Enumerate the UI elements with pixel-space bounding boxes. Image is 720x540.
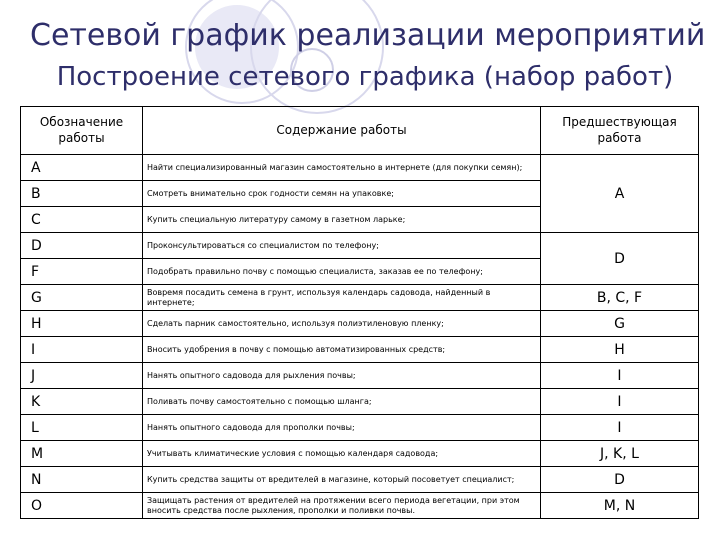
work-code: K (21, 389, 143, 415)
work-code: M (21, 441, 143, 467)
table-row (21, 337, 699, 363)
header-predecessor: Предшествующая работа (541, 107, 699, 155)
work-content: Поливать почву самостоятельно с помощью шланга; (143, 389, 541, 415)
work-code: H (21, 311, 143, 337)
predecessor-cell: H (541, 337, 699, 363)
work-content: Вовремя посадить семена в грунт, используя календарь садовода, найденный в интернете; (143, 285, 541, 311)
work-code: G (21, 285, 143, 311)
work-code: C (21, 207, 143, 233)
table-row (21, 285, 699, 311)
table-row (21, 467, 699, 493)
table-row (21, 155, 699, 181)
predecessor-cell: A (541, 155, 699, 233)
page-title: Сетевой график реализации мероприятий (30, 18, 706, 53)
predecessor-cell: M, N (541, 493, 699, 519)
work-content: Смотреть внимательно срок годности семян на упаковке; (143, 181, 541, 207)
work-code: L (21, 415, 143, 441)
work-content: Нанять опытного садовода для рыхления почвы; (143, 363, 541, 389)
table-row (21, 311, 699, 337)
header-content: Содержание работы (143, 107, 541, 155)
table-row (21, 363, 699, 389)
table-row (21, 233, 699, 259)
table-row (21, 415, 699, 441)
work-content: Подобрать правильно почву с помощью специалиста, заказав ее по телефону; (143, 259, 541, 285)
work-content: Сделать парник самостоятельно, используя полиэтиленовую пленку; (143, 311, 541, 337)
table-header-row (21, 107, 699, 155)
predecessor-cell: B, C, F (541, 285, 699, 311)
header-code: Обозначение работы (21, 107, 143, 155)
work-code: F (21, 259, 143, 285)
table-row (21, 493, 699, 519)
predecessor-cell: D (541, 467, 699, 493)
page-subtitle: Построение сетевого графика (набор работ) (56, 62, 674, 92)
work-content: Найти специализированный магазин самостоятельно в интернете (для покупки семян); (143, 155, 541, 181)
work-content: Нанять опытного садовода для прополки почвы; (143, 415, 541, 441)
work-code: A (21, 155, 143, 181)
table-row (21, 389, 699, 415)
work-code: O (21, 493, 143, 519)
works-table (20, 106, 699, 519)
predecessor-cell: I (541, 389, 699, 415)
work-code: J (21, 363, 143, 389)
work-code: B (21, 181, 143, 207)
work-content: Купить средства защиты от вредителей в магазине, который посоветует специалист; (143, 467, 541, 493)
work-content: Вносить удобрения в почву с помощью автоматизированных средств; (143, 337, 541, 363)
predecessor-cell: I (541, 363, 699, 389)
work-code: D (21, 233, 143, 259)
predecessor-cell: D (541, 233, 699, 285)
table-row (21, 441, 699, 467)
work-code: I (21, 337, 143, 363)
work-code: N (21, 467, 143, 493)
work-content: Купить специальную литературу самому в газетном ларьке; (143, 207, 541, 233)
predecessor-cell: I (541, 415, 699, 441)
work-content: Учитывать климатические условия с помощью календаря садовода; (143, 441, 541, 467)
predecessor-cell: J, K, L (541, 441, 699, 467)
work-content: Проконсультироваться со специалистом по телефону; (143, 233, 541, 259)
predecessor-cell: G (541, 311, 699, 337)
work-content: Защищать растения от вредителей на протяжении всего периода вегетации, при этом вносить средства после рыхления, прополки и поливки почвы. (143, 493, 541, 519)
